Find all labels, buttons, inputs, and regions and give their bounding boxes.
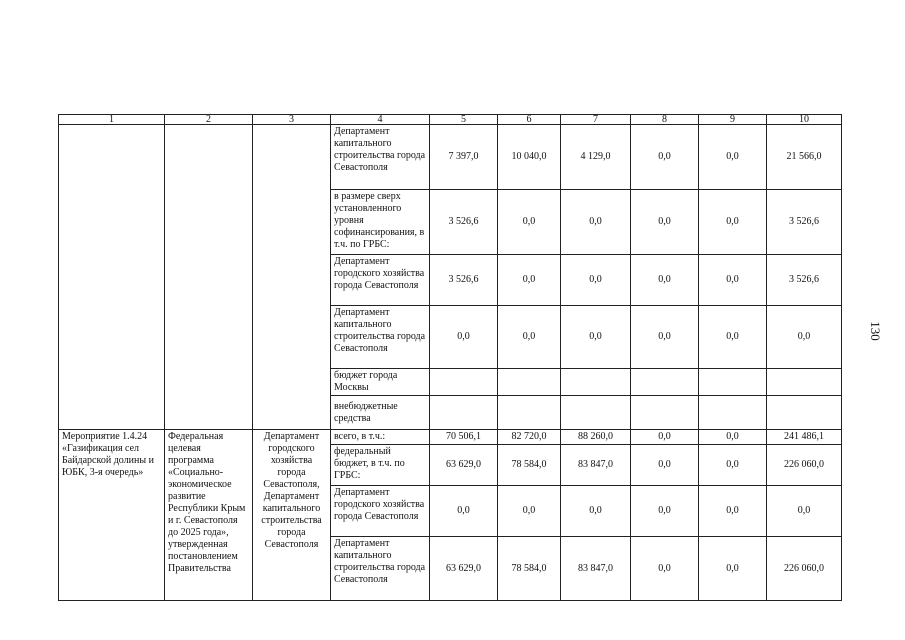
column-number: 1 (59, 115, 165, 125)
value-cell: 3 526,6 (767, 190, 842, 255)
budget-table (58, 114, 842, 601)
value-cell: 0,0 (699, 486, 767, 537)
source-description: федеральный бюджет, в т.ч. по ГРБС: (331, 445, 430, 486)
value-cell (498, 396, 561, 430)
value-cell (767, 369, 842, 396)
value-cell: 83 847,0 (561, 445, 631, 486)
value-cell (498, 369, 561, 396)
value-cell: 0,0 (631, 430, 699, 445)
value-cell (631, 396, 699, 430)
value-cell: 3 526,6 (430, 255, 498, 306)
value-cell: 0,0 (561, 190, 631, 255)
value-cell: 0,0 (767, 306, 842, 369)
value-cell: 0,0 (699, 430, 767, 445)
source-description: Департамент городского хозяйства города Севастополя (331, 255, 430, 306)
column-number: 5 (430, 115, 498, 125)
page-number: 130 (868, 321, 883, 341)
empty-cell (165, 125, 253, 430)
value-cell (561, 396, 631, 430)
measure-name: Мероприятие 1.4.24 «Газификация сел Байдарской долины и ЮБК, 3-я очередь» (59, 430, 165, 601)
column-number: 10 (767, 115, 842, 125)
value-cell: 82 720,0 (498, 430, 561, 445)
value-cell: 0,0 (699, 445, 767, 486)
value-cell: 83 847,0 (561, 537, 631, 601)
value-cell: 3 526,6 (767, 255, 842, 306)
value-cell (699, 396, 767, 430)
column-number-row (59, 115, 842, 125)
value-cell: 0,0 (631, 537, 699, 601)
value-cell: 4 129,0 (561, 125, 631, 190)
value-cell: 0,0 (498, 486, 561, 537)
empty-cell (253, 125, 331, 430)
column-number: 9 (699, 115, 767, 125)
value-cell: 3 526,6 (430, 190, 498, 255)
value-cell: 0,0 (631, 306, 699, 369)
value-cell: 88 260,0 (561, 430, 631, 445)
column-number: 6 (498, 115, 561, 125)
source-description: всего, в т.ч.: (331, 430, 430, 445)
value-cell: 226 060,0 (767, 445, 842, 486)
column-number: 7 (561, 115, 631, 125)
value-cell: 0,0 (498, 255, 561, 306)
value-cell: 0,0 (498, 190, 561, 255)
value-cell: 0,0 (767, 486, 842, 537)
value-cell: 70 506,1 (430, 430, 498, 445)
value-cell: 0,0 (430, 306, 498, 369)
value-cell: 0,0 (561, 306, 631, 369)
value-cell (699, 369, 767, 396)
source-description: Департамент капитального строительства города Севастополя (331, 537, 430, 601)
value-cell: 0,0 (699, 306, 767, 369)
value-cell: 21 566,0 (767, 125, 842, 190)
value-cell (430, 396, 498, 430)
source-description: Департамент городского хозяйства города Севастополя (331, 486, 430, 537)
value-cell: 10 040,0 (498, 125, 561, 190)
value-cell: 0,0 (631, 486, 699, 537)
value-cell: 0,0 (561, 255, 631, 306)
value-cell: 0,0 (631, 125, 699, 190)
value-cell: 0,0 (498, 306, 561, 369)
value-cell: 0,0 (631, 190, 699, 255)
value-cell (430, 369, 498, 396)
program-name: Федеральная целевая программа «Социально-экономическое развитие Республики Крым и г. Севастополя до 2025 года», утвержденная постановлением Правительства (165, 430, 253, 601)
value-cell: 78 584,0 (498, 537, 561, 601)
value-cell: 7 397,0 (430, 125, 498, 190)
source-description: внебюджетные средства (331, 396, 430, 430)
source-description: бюджет города Москвы (331, 369, 430, 396)
empty-cell (59, 125, 165, 430)
value-cell: 0,0 (561, 486, 631, 537)
value-cell: 63 629,0 (430, 537, 498, 601)
value-cell: 78 584,0 (498, 445, 561, 486)
column-number: 8 (631, 115, 699, 125)
value-cell (767, 396, 842, 430)
value-cell (631, 369, 699, 396)
source-description: Департамент капитального строительства города Севастополя (331, 125, 430, 190)
column-number: 3 (253, 115, 331, 125)
responsible-executor: Департамент городского хозяйства города Севастополя, Департамент капитального строительства города Севастополя (253, 430, 331, 601)
value-cell: 0,0 (699, 255, 767, 306)
value-cell: 0,0 (699, 125, 767, 190)
column-number: 4 (331, 115, 430, 125)
value-cell: 0,0 (699, 537, 767, 601)
table-row (59, 430, 842, 445)
value-cell: 226 060,0 (767, 537, 842, 601)
value-cell: 0,0 (699, 190, 767, 255)
value-cell: 0,0 (631, 255, 699, 306)
value-cell: 0,0 (430, 486, 498, 537)
value-cell: 63 629,0 (430, 445, 498, 486)
column-number: 2 (165, 115, 253, 125)
table-row (59, 125, 842, 190)
value-cell: 241 486,1 (767, 430, 842, 445)
source-description: Департамент капитального строительства города Севастополя (331, 306, 430, 369)
value-cell: 0,0 (631, 445, 699, 486)
source-description: в размере сверх установленного уровня софинансирования, в т.ч. по ГРБС: (331, 190, 430, 255)
value-cell (561, 369, 631, 396)
